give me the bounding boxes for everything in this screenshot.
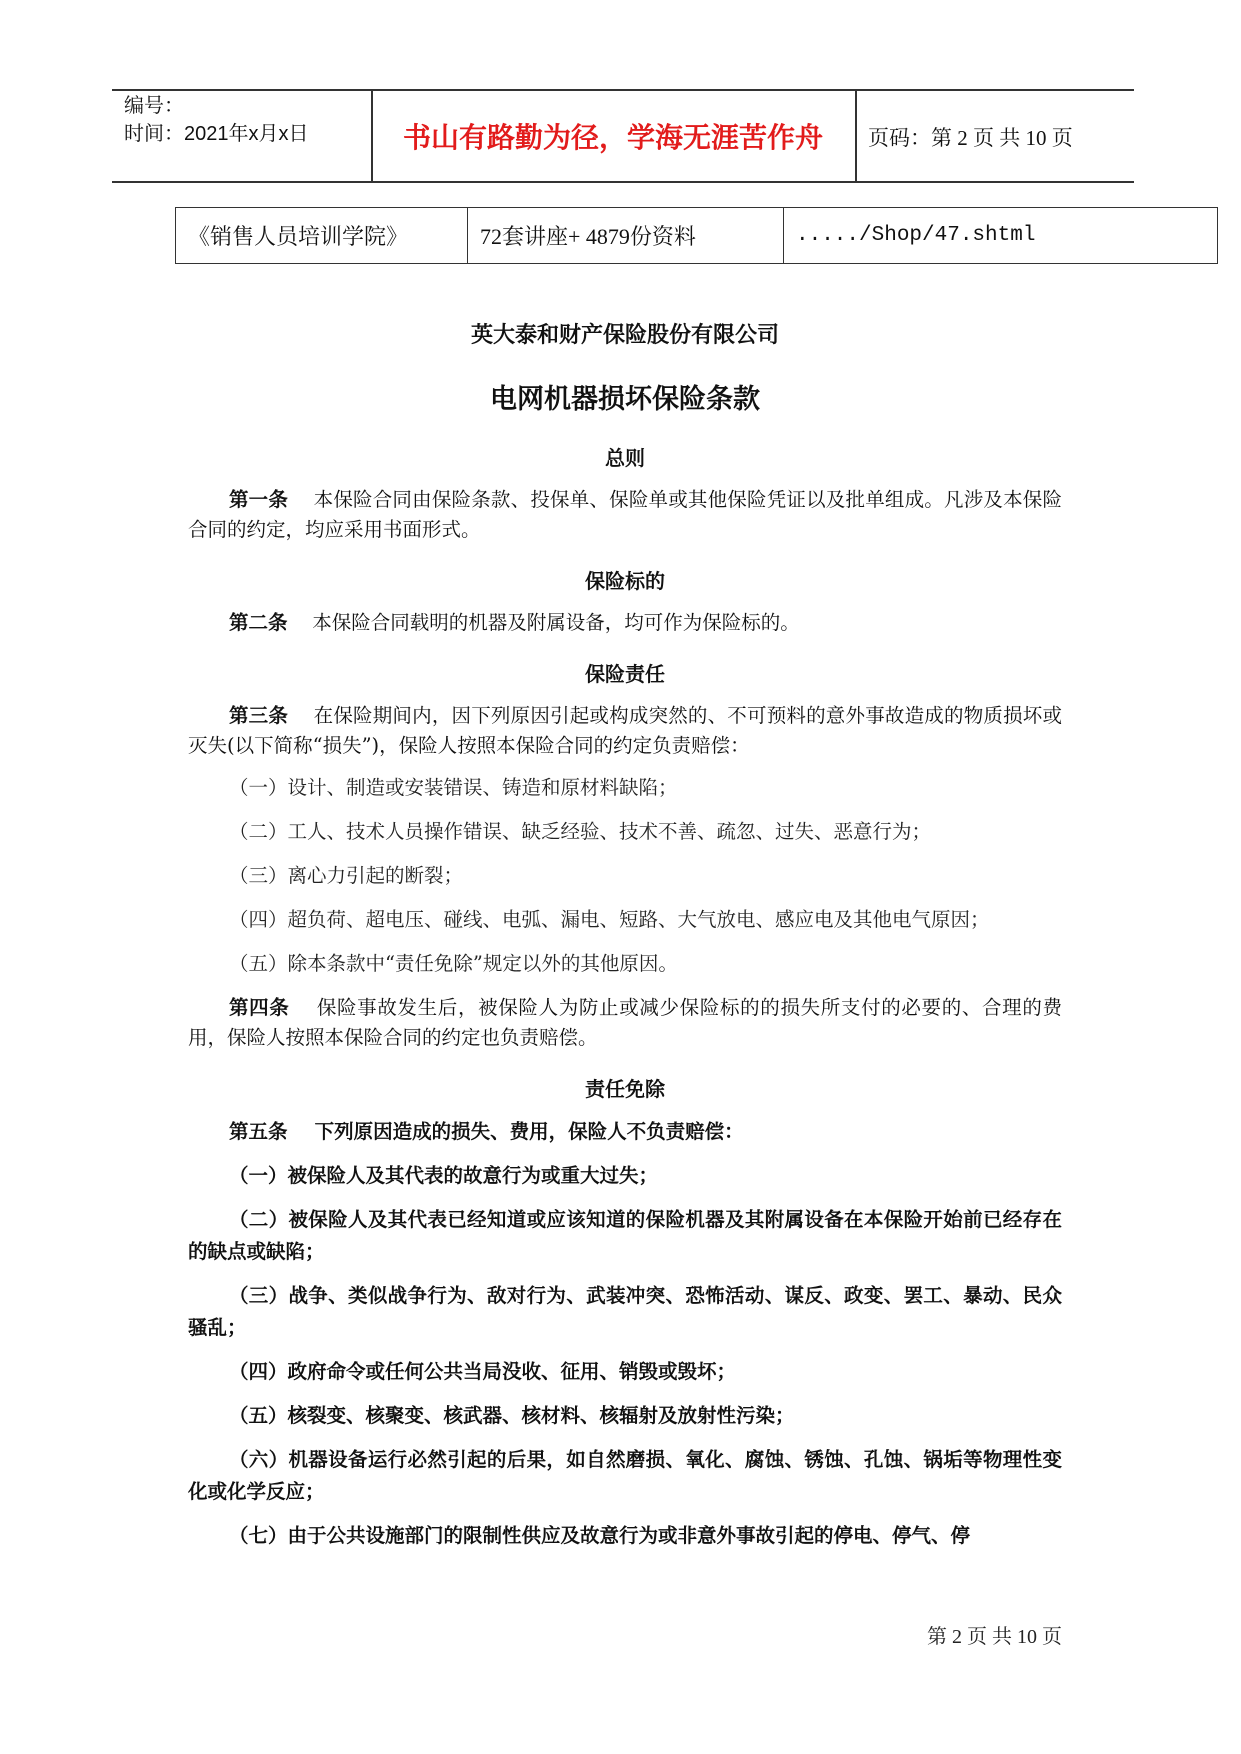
article-3 (188, 701, 1062, 761)
article-5-text: 下列原因造成的损失、费用，保险人不负责赔偿： (314, 1120, 744, 1143)
exclusion-item: （一）被保险人及其代表的故意行为或重大过失； (228, 1164, 658, 1187)
exclusion-item: （七）由于公共设施部门的限制性供应及故意行为或非意外事故引起的停电、停气、停 (228, 1524, 970, 1547)
list-item: （四）超负荷、超电压、碰线、电弧、漏电、短路、大气放电、感应电及其他电气原因； (228, 908, 990, 931)
header-top-rule (112, 89, 1134, 91)
article-5 (188, 1116, 1062, 1148)
header-bottom-rule (112, 181, 1134, 183)
list-item: （五）除本条款中“责任免除”规定以外的其他原因。 (228, 952, 678, 975)
header-motto: 书山有路勤为径，学海无涯苦作舟 (402, 121, 823, 154)
header-number-label: 编号： (124, 95, 184, 117)
section-heading-liability: 保险责任 (585, 662, 665, 686)
article-1 (188, 485, 1062, 545)
promo-table (175, 207, 1218, 264)
document-body (188, 318, 1062, 1564)
exclusion-item: （三）战争、类似战争行为、敌对行为、武装冲突、恐怖活动、谋反、政变、罢工、暴动、民众骚乱； (188, 1284, 1062, 1339)
article-5-label: 第五条 (228, 1120, 288, 1143)
section-heading-subject: 保险标的 (585, 569, 665, 593)
article-2 (188, 608, 1062, 638)
page-footer: 第 2 页 共 10 页 (927, 1626, 1062, 1648)
article-1-label: 第一条 (228, 488, 289, 511)
promo-cell-count: 72套讲座+ 4879份资料 (468, 208, 784, 263)
promo-cell-title: 《销售人员培训学院》 (176, 208, 468, 263)
article-3-label: 第三条 (228, 704, 289, 727)
promo-cell-link[interactable]: ...../Shop/47.shtml (796, 224, 1036, 247)
list-item: （一）设计、制造或安装错误、铸造和原材料缺陷； (228, 776, 678, 799)
article-2-label: 第二条 (228, 611, 288, 634)
header-time-label: 时间：2021年x月x日 (124, 123, 309, 145)
section-heading-exclusion: 责任免除 (585, 1077, 665, 1101)
article-3-text: 在保险期间内，因下列原因引起或构成突然的、不可预料的意外事故造成的物质损坏或灭失(以下简称“损失”)，保险人按照本保险合同的约定负责赔偿： (188, 704, 1062, 757)
exclusion-item: （六）机器设备运行必然引起的后果，如自然磨损、氧化、腐蚀、锈蚀、孔蚀、锅垢等物理性变化或化学反应； (188, 1448, 1062, 1503)
document-title: 电网机器损坏保险条款 (490, 384, 760, 415)
article-1-text: 本保险合同由保险条款、投保单、保险单或其他保险凭证以及批单组成。凡涉及本保险合同的约定，均应采用书面形式。 (188, 488, 1062, 541)
article-4-text: 保险事故发生后，被保险人为防止或减少保险标的的损失所支付的必要的、合理的费用，保险人按照本保险合同的约定也负责赔偿。 (188, 996, 1062, 1049)
list-item: （二）工人、技术人员操作错误、缺乏经验、技术不善、疏忽、过失、恶意行为； (228, 820, 931, 843)
exclusion-item: （四）政府命令或任何公共当局没收、征用、销毁或毁坏； (228, 1360, 736, 1383)
header-page-label: 页码：第 2 页 共 10 页 (868, 126, 1073, 150)
exclusion-item: （五）核裂变、核聚变、核武器、核材料、核辐射及放射性污染； (228, 1404, 795, 1427)
section-heading-general: 总则 (605, 446, 645, 470)
article-2-text: 本保险合同载明的机器及附属设备，均可作为保险标的。 (312, 611, 800, 634)
exclusion-item: （二）被保险人及其代表已经知道或应该知道的保险机器及其附属设备在本保险开始前已经存在的缺点或缺陷； (188, 1208, 1062, 1263)
article-4 (188, 993, 1062, 1053)
list-item: （三）离心力引起的断裂； (228, 864, 463, 887)
article-4-label: 第四条 (228, 996, 290, 1019)
header-meta (124, 92, 309, 148)
company-name: 英大泰和财产保险股份有限公司 (470, 323, 779, 348)
header-divider-right (855, 89, 857, 181)
